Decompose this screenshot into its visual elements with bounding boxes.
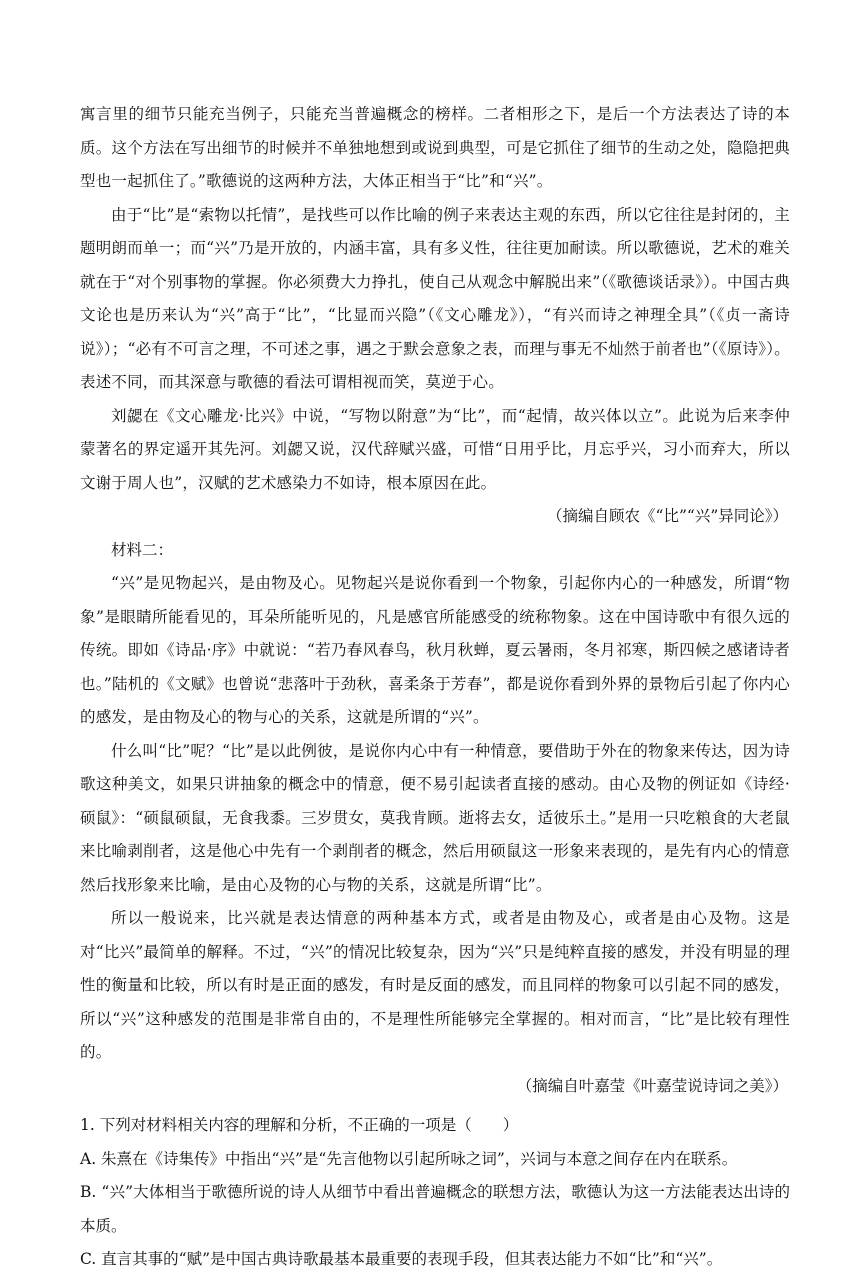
material1-paragraph-3: 刘勰在《文心雕龙·比兴》中说，“写物以附意”为“比”，而“起情，故兴体以立”。此说为后来李仲蒙著名的界定遥开其先河。刘勰又说，汉代辞赋兴盛，可惜“日用乎比，月忘乎兴，习小而弃大，所以文谢于周人也”，汉赋的艺术感染力不如诗，根本原因在此。 bbox=[80, 406, 790, 492]
material1-paragraph-1: 寓言里的细节只能充当例子，只能充当普遍概念的榜样。二者相形之下，是后一个方法表达了诗的本质。这个方法在写出细节的时候并不单独地想到或说到典型，可是它抓住了细节的生动之处，隐隐把典型也一起抓住了。”歌德说的这两种方法，大体正相当于“比”和“兴”。 bbox=[80, 105, 790, 190]
material2-heading: 材料二： bbox=[111, 540, 174, 559]
question-1-option-b: B. “兴”大体相当于歌德所说的诗人从细节中看出普遍概念的联想方法，歌德认为这一方法能表达出诗的本质。 bbox=[80, 1183, 790, 1235]
question-1-option-a: A. 朱熹在《诗集传》中指出“兴”是“先言他物以引起所咏之词”，兴词与本意之间存在内在联系。 bbox=[80, 1149, 738, 1168]
material2-paragraph-1: “兴”是见物起兴，是由物及心。见物起兴是说你看到一个物象，引起你内心的一种感发，所谓“物象”是眼睛所能看见的，耳朵所能听见的，凡是感官所能感受的统称物象。这在中国诗歌中有很久远的传统。即如《诗品·序》中就说：“若乃春风春鸟，秋月秋蝉，夏云暑雨，冬月祁寒，斯四候之感诸诗者也。”陆机的《文赋》也曾说“悲落叶于劲秋，喜柔条于芳春”，都是说你看到外界的景物后引起了你内心的感发，是由物及心的物与心的关系，这就是所谓的“兴”。 bbox=[80, 574, 790, 726]
material1-source: （摘编自顾农《“比”“兴”异同论》） bbox=[547, 507, 788, 525]
material2-source: （摘编自叶嘉莹《叶嘉莹说诗词之美》） bbox=[516, 1076, 788, 1095]
question-1-stem: 1. 下列对材料相关内容的理解和分析，不正确的一项是（ ） bbox=[80, 1116, 519, 1134]
question-1-option-c: C. 直言其事的“赋”是中国古典诗歌最基本最重要的表现手段，但其表达能力不如“比”和“兴”。 bbox=[80, 1250, 723, 1268]
material2-paragraph-2: 什么叫“比”呢？“比”是以此例彼，是说你内心中有一种情意，要借助于外在的物象来传达，因为诗歌这种美文，如果只讲抽象的概念中的情意，便不易引起读者直接的感动。由心及物的例证如《诗经·硕鼠》：“硕鼠硕鼠，无食我黍。三岁贯女，莫我肯顾。逝将去女，适彼乐土。”是用一只吃粮食的大老鼠来比喻剥削者，这是他心中先有一个剥削者的概念，然后用硕鼠这一形象来表现的，是先有内心的情意然后找形象来比喻，是由心及物的心与物的关系，这就是所谓“比”。 bbox=[80, 741, 790, 894]
material2-paragraph-3: 所以一般说来，比兴就是表达情意的两种基本方式，或者是由物及心，或者是由心及物。这是对“比兴”最简单的解释。不过，“兴”的情况比较复杂，因为“兴”只是纯粹直接的感发，并没有明显的理性的衡量和比较，所以有时是正面的感发，有时是反面的感发，而且同样的物象可以引起不同的感发，所以“兴”这种感发的范围是非常自由的，不是理性所能够完全掌握的。相对而言，“比”是比较有理性的。 bbox=[80, 909, 790, 1061]
material1-paragraph-2: 由于“比”是“索物以托情”，是找些可以作比喻的例子来表达主观的东西，所以它往往是封闭的，主题明朗而单一；而“兴”乃是开放的，内涵丰富，具有多义性，往往更加耐读。所以歌德说，艺术的难关就在于“对个别事物的掌握。你必须费大力挣扎，使自己从观念中解脱出来”（《歌德谈话录》）。中国古典文论也是历来认为“兴”高于“比”，“比显而兴隐”（《文心雕龙》），“有兴而诗之神理全具”（《贞一斋诗说》）；“必有不可言之理，不可述之事，遇之于默会意象之表，而理与事无不灿然于前者也”（《原诗》）。表述不同，而其深意与歌德的看法可谓相视而笑，莫逆于心。 bbox=[80, 205, 790, 391]
